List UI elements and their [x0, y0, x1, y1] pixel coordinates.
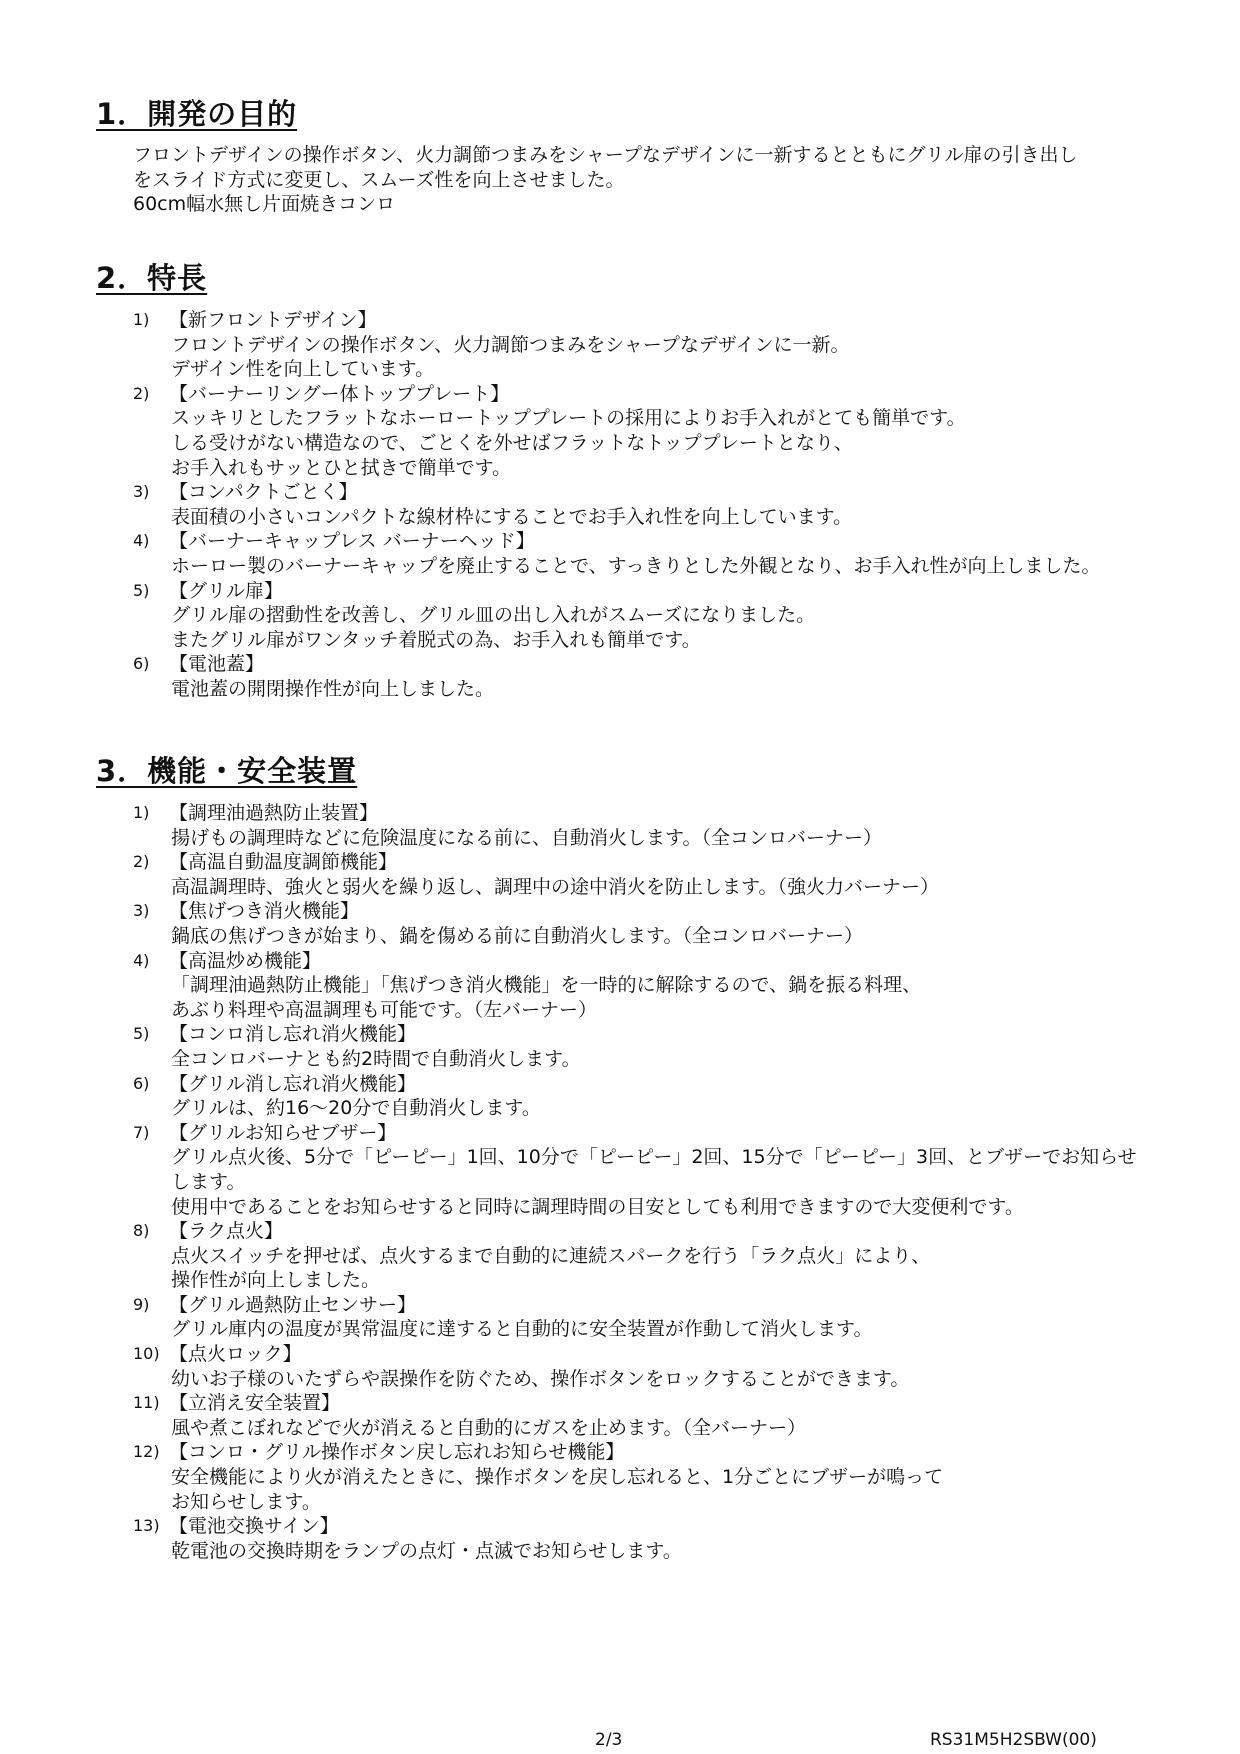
list-item — [133, 652, 1213, 701]
item-description: します。 — [171, 1170, 246, 1193]
purpose-text — [133, 143, 1078, 217]
item-number: 6) — [133, 654, 150, 674]
item-description: フロントデザインの操作ボタン、火力調節つまみをシャープなデザインに一新。 — [171, 333, 850, 356]
purpose-line: 60cm幅水無し片面焼きコンロ — [133, 193, 396, 215]
item-description: 使用中であることをお知らせすると同時に調理時間の目安としても利用できますので大変便利です。 — [171, 1195, 1024, 1218]
list-item — [133, 382, 1213, 480]
item-number: 4) — [133, 950, 150, 970]
item-number: 9) — [133, 1294, 150, 1314]
purpose-line: フロントデザインの操作ボタン、火力調節つまみをシャープなデザインに一新するとともにグリル扉の引き出し — [133, 144, 1078, 166]
item-description: 鍋底の焦げつきが始まり、鍋を傷める前に自動消火します。（全コンロバーナー） — [171, 924, 863, 947]
item-description: グリル扉の摺動性を改善し、グリル皿の出し入れがスムーズになりました。 — [171, 604, 816, 627]
list-item — [133, 1514, 1213, 1563]
item-number: 2) — [133, 383, 150, 403]
list-item — [133, 850, 1213, 899]
item-title: 【高温炒め機能】 — [169, 949, 322, 972]
functions-list — [133, 801, 1213, 1563]
item-title: 【グリルお知らせブザー】 — [169, 1121, 397, 1144]
item-description: デザイン性を向上しています。 — [171, 358, 435, 381]
item-number: 5) — [133, 580, 150, 600]
item-number: 7) — [133, 1122, 150, 1142]
item-number: 2) — [133, 852, 150, 872]
item-description: しる受けがない構造なので、ごとくを外せばフラットなトッププレートとなり、 — [171, 431, 853, 454]
list-item — [133, 1391, 1213, 1440]
item-number: 1) — [133, 803, 150, 822]
list-item — [133, 579, 1213, 653]
item-number: 5) — [133, 1024, 150, 1044]
item-title: 【電池交換サイン】 — [169, 1515, 339, 1538]
item-title: 【新フロントデザイン】 — [169, 309, 377, 331]
item-number: 8) — [133, 1221, 150, 1241]
item-description: 点火スイッチを押せば、点火するまで自動的に連続スパークを行う「ラク点火」により、 — [171, 1244, 931, 1267]
item-title: 【グリル過熱防止センサー】 — [169, 1293, 417, 1316]
list-item — [133, 1293, 1213, 1342]
item-title: 【ラク点火】 — [169, 1220, 284, 1243]
item-title: 【電池蓋】 — [169, 653, 265, 676]
item-title: 【立消え安全装置】 — [169, 1392, 341, 1415]
item-number: 3) — [133, 482, 150, 502]
item-title: 【高温自動温度調節機能】 — [169, 851, 398, 874]
item-title: 【点火ロック】 — [169, 1343, 302, 1366]
item-title: 【グリル扉】 — [169, 579, 284, 602]
item-title: 【コンロ・グリル操作ボタン戻し忘れお知らせ機能】 — [169, 1441, 625, 1464]
item-description: ホーロー製のバーナーキャップを廃止することで、すっきりとした外観となり、お手入れ性が向上しました。 — [171, 554, 1101, 577]
item-number: 10) — [133, 1344, 160, 1364]
item-title: 【グリル消し忘れ消火機能】 — [169, 1072, 417, 1095]
list-item — [133, 1440, 1213, 1514]
item-description: 全コンロバーナとも約2時間で自動消火します。 — [171, 1047, 581, 1070]
list-item — [133, 529, 1213, 578]
item-description: 乾電池の交換時期をランプの点灯・点滅でお知らせします。 — [171, 1539, 682, 1562]
list-item — [133, 1219, 1213, 1293]
item-number: 6) — [133, 1073, 150, 1093]
list-item — [133, 1072, 1213, 1121]
item-description: またグリル扉がワンタッチ着脱式の為、お手入れも簡単です。 — [171, 628, 701, 651]
item-title: 【バーナーキャップレス バーナーヘッド】 — [169, 530, 535, 553]
item-description: 表面積の小さいコンパクトな線材枠にすることでお手入れ性を向上しています。 — [171, 505, 853, 528]
item-number: 4) — [133, 531, 150, 551]
section-heading-features: 2．特長 — [96, 261, 208, 295]
item-description: 幼いお子様のいたずらや誤操作を防ぐため、操作ボタンをロックすることができます。 — [171, 1367, 910, 1390]
item-number: 11) — [133, 1393, 160, 1413]
item-description: グリル庫内の温度が異常温度に達すると自動的に安全装置が作動して消火します。 — [171, 1318, 873, 1341]
list-item — [133, 1342, 1213, 1391]
item-description: スッキリとしたフラットなホーロートッププレートの採用によりお手入れがとても簡単です。 — [171, 407, 966, 430]
features-list — [133, 308, 1213, 702]
item-description: 揚げもの調理時などに危険温度になる前に、自動消火します。（全コンロバーナー） — [171, 826, 882, 849]
list-item — [133, 308, 1213, 382]
page-number: 2/3 — [595, 1730, 623, 1750]
item-number: 1) — [133, 310, 150, 329]
item-title: 【コンロ消し忘れ消火機能】 — [169, 1023, 417, 1046]
item-description: 操作性が向上しました。 — [171, 1269, 381, 1292]
item-title: 【焦げつき消火機能】 — [169, 900, 360, 923]
list-item — [133, 1121, 1213, 1219]
item-description: お手入れもサッとひと拭きで簡単です。 — [171, 456, 512, 479]
list-item — [133, 1022, 1213, 1071]
item-description: グリルは、約16～20分で自動消火します。 — [171, 1097, 541, 1120]
list-item — [133, 480, 1213, 529]
purpose-line: をスライド方式に変更し、スムーズ性を向上させました。 — [133, 168, 625, 191]
list-item — [133, 899, 1213, 948]
list-item — [133, 949, 1213, 1023]
section-heading-purpose: 1．開発の目的 — [96, 97, 298, 131]
item-title: 【バーナーリングー体トッププレート】 — [169, 382, 510, 405]
item-description: あぶり料理や高温調理も可能です。（左バーナー） — [171, 998, 597, 1021]
section-heading-functions: 3．機能・安全装置 — [96, 754, 358, 788]
item-number: 12) — [133, 1442, 160, 1462]
item-description: 風や煮こぼれなどで火が消えると自動的にガスを止めます。（全バーナー） — [171, 1416, 806, 1439]
document-code: RS31M5H2SBW(00) — [930, 1730, 1097, 1750]
item-number: 3) — [133, 901, 150, 921]
item-description: 電池蓋の開閉操作性が向上しました。 — [171, 677, 495, 700]
item-description: お知らせします。 — [171, 1490, 321, 1513]
item-title: 【調理油過熱防止装置】 — [169, 802, 379, 824]
item-title: 【コンパクトごとく】 — [169, 481, 358, 504]
list-item — [133, 801, 1213, 850]
item-description: 高温調理時、強火と弱火を繰り返し、調理中の途中消火を防止します。（強火力バーナー） — [171, 875, 939, 898]
item-number: 13) — [133, 1516, 160, 1536]
item-description: グリル点火後、5分で「ピーピー」1回、10分で「ピーピー」2回、15分で「ピーピー」3回、とブザーでお知らせ — [171, 1146, 1137, 1169]
item-description: 「調理油過熱防止機能」「焦げつき消火機能」を一時的に解除するので、鍋を振る料理、 — [171, 974, 922, 997]
item-description: 安全機能により火が消えたときに、操作ボタンを戻し忘れると、1分ごとにブザーが鳴って — [171, 1466, 944, 1489]
